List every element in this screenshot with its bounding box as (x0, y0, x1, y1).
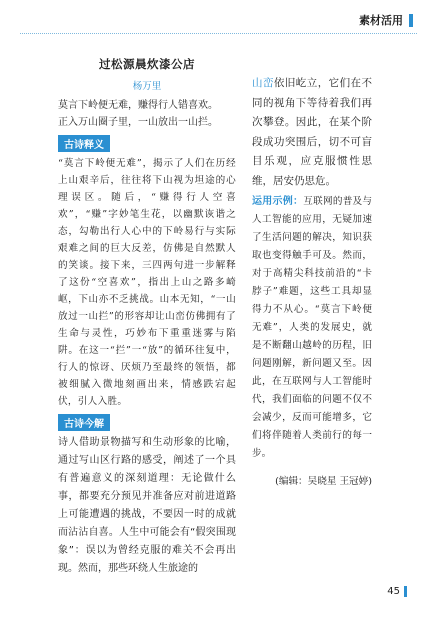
today-explanation-part2 (252, 74, 372, 191)
ancient-poem-explanation: “莫言下岭便无难”，揭示了人们在历经上山艰辛后，往往将下山视为坦途的心理误区。随后，“赚得行人空喜欢”，“赚”字妙笔生花，以幽默诙谐之态，勾勒出行人心中的下岭易行与实际艰难之间的巨大反差，仿佛是自然默人的笑谈。接下来，三四两句进一步解释了这份“空喜欢”，指出上山之路多崎岖，下山亦不乏挑战。山本无知，“一山放过一山拦”的形容却让山峦仿佛拥有了生命与灵性，巧妙布下重重迷雾与陷阱。在这一“拦”一“放”的循环往复中，行人的惊讶、厌烦乃至最终的领悟，都被细腻入微地刻画出来，情感跌宕起伏，引人入胜。 (58, 158, 236, 407)
today-explanation-after: 依旧屹立，它们在不同的视角下等待着我们再次攀登。因此，在某个阶段成功突围后，切不可盲目乐观，应克服惯性思维，居安仍思危。 (252, 77, 373, 187)
left-column (58, 56, 236, 578)
right-column (252, 74, 372, 497)
page-number-bar (404, 586, 407, 597)
poem-line: 正入万山圈子里，一山放出一山拦。 (58, 117, 218, 128)
poem-title: 过松源晨炊漆公店 (99, 57, 195, 71)
ancient-poem-tag: 古诗释义 (58, 135, 110, 152)
example-label: 运用示例： (252, 196, 304, 207)
page-number-text: 45 (387, 586, 400, 597)
editor-credit: (编辑：吴晓星 王冠婷) (275, 476, 372, 487)
page-number (387, 586, 407, 597)
section-header (359, 12, 413, 28)
example-block (252, 193, 372, 463)
section-label: 素材活用 (359, 14, 403, 27)
example-paragraph (252, 193, 372, 463)
today-highlight: 山峦 (252, 77, 274, 89)
poem-author: 杨万里 (132, 81, 162, 92)
poem-line: 莫言下岭便无难，赚得行人错喜欢。 (58, 100, 218, 111)
header-divider (20, 33, 417, 34)
example-text: 互联网的普及与人工智能的应用，无疑加速了生活问题的解决，知识获取也变得触手可及。然而，对于高精尖科技前沿的“卡脖子”难题，这些工具却显得力不从心。“莫言下岭便无难”，人类的发展史，就是不断翻山越岭的历程，旧问题刚解，新问题又至。因此，在互联网与人工智能时代，我们面临的问题不仅不会减少，反而可能增多，它们将伴随着人类前行的每一步。 (252, 196, 373, 459)
accent-bar (409, 14, 413, 27)
today-explanation-part1: 诗人借助景物描写和生动形象的比喻，通过写山区行路的感受，阐述了一个具有普遍意义的深刻道理：无论做什么事，都要充分预见并准备应对前进道路上可能遭遇的挑战，不要因一时的成就而沾沾自喜。人生中可能会有“假突围现象”：误以为曾经克服的难关不会再出现。然而，那些环绕人生旅途的 (58, 437, 236, 574)
today-tag: 古诗今解 (58, 414, 110, 431)
